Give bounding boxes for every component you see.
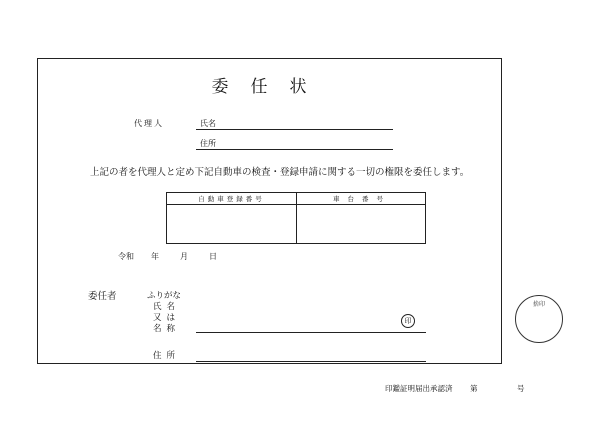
vehicle-registration-number-header: 自動車登録番号 <box>198 195 265 203</box>
delegation-statement: 上記の者を代理人と定め下記自動車の検査・登録申請に関する一切の権限を委任します。 <box>90 167 470 178</box>
date-era: 令和 <box>118 252 134 261</box>
principal-name-label-2: 又は <box>153 313 181 323</box>
principal-address-line[interactable] <box>196 361 426 362</box>
agent-address-line[interactable] <box>196 149 393 150</box>
principal-name-line[interactable] <box>196 332 426 333</box>
principal-label: 委任者 <box>88 291 117 302</box>
chassis-number-cell[interactable] <box>298 205 425 243</box>
document-title: 委任状 <box>211 77 329 97</box>
seal-mark: 印 <box>401 314 415 328</box>
discard-seal-label: 捨印 <box>532 301 545 308</box>
discard-seal-box[interactable] <box>515 295 563 343</box>
principal-name-label-3: 名称 <box>153 324 181 334</box>
date-year: 年 <box>151 252 159 261</box>
agent-label: 代理人 <box>134 119 164 128</box>
footer-gou: 号 <box>517 384 525 393</box>
vehicle-table <box>166 192 426 244</box>
chassis-number-header: 車台番号 <box>333 195 391 203</box>
footer-certification-text: 印鑑証明届出承認済 <box>385 384 453 393</box>
principal-name-label-1: 氏名 <box>153 302 181 312</box>
agent-address-label: 住所 <box>200 139 216 148</box>
agent-name-label: 氏名 <box>200 119 216 128</box>
date-month: 月 <box>180 252 188 261</box>
vehicle-registration-number-cell[interactable] <box>168 205 295 243</box>
furigana-label: ふりがな <box>147 291 182 301</box>
date-day: 日 <box>209 252 217 261</box>
footer-dai: 第 <box>470 384 478 393</box>
principal-address-label: 住所 <box>153 351 181 361</box>
agent-name-line[interactable] <box>196 129 393 130</box>
